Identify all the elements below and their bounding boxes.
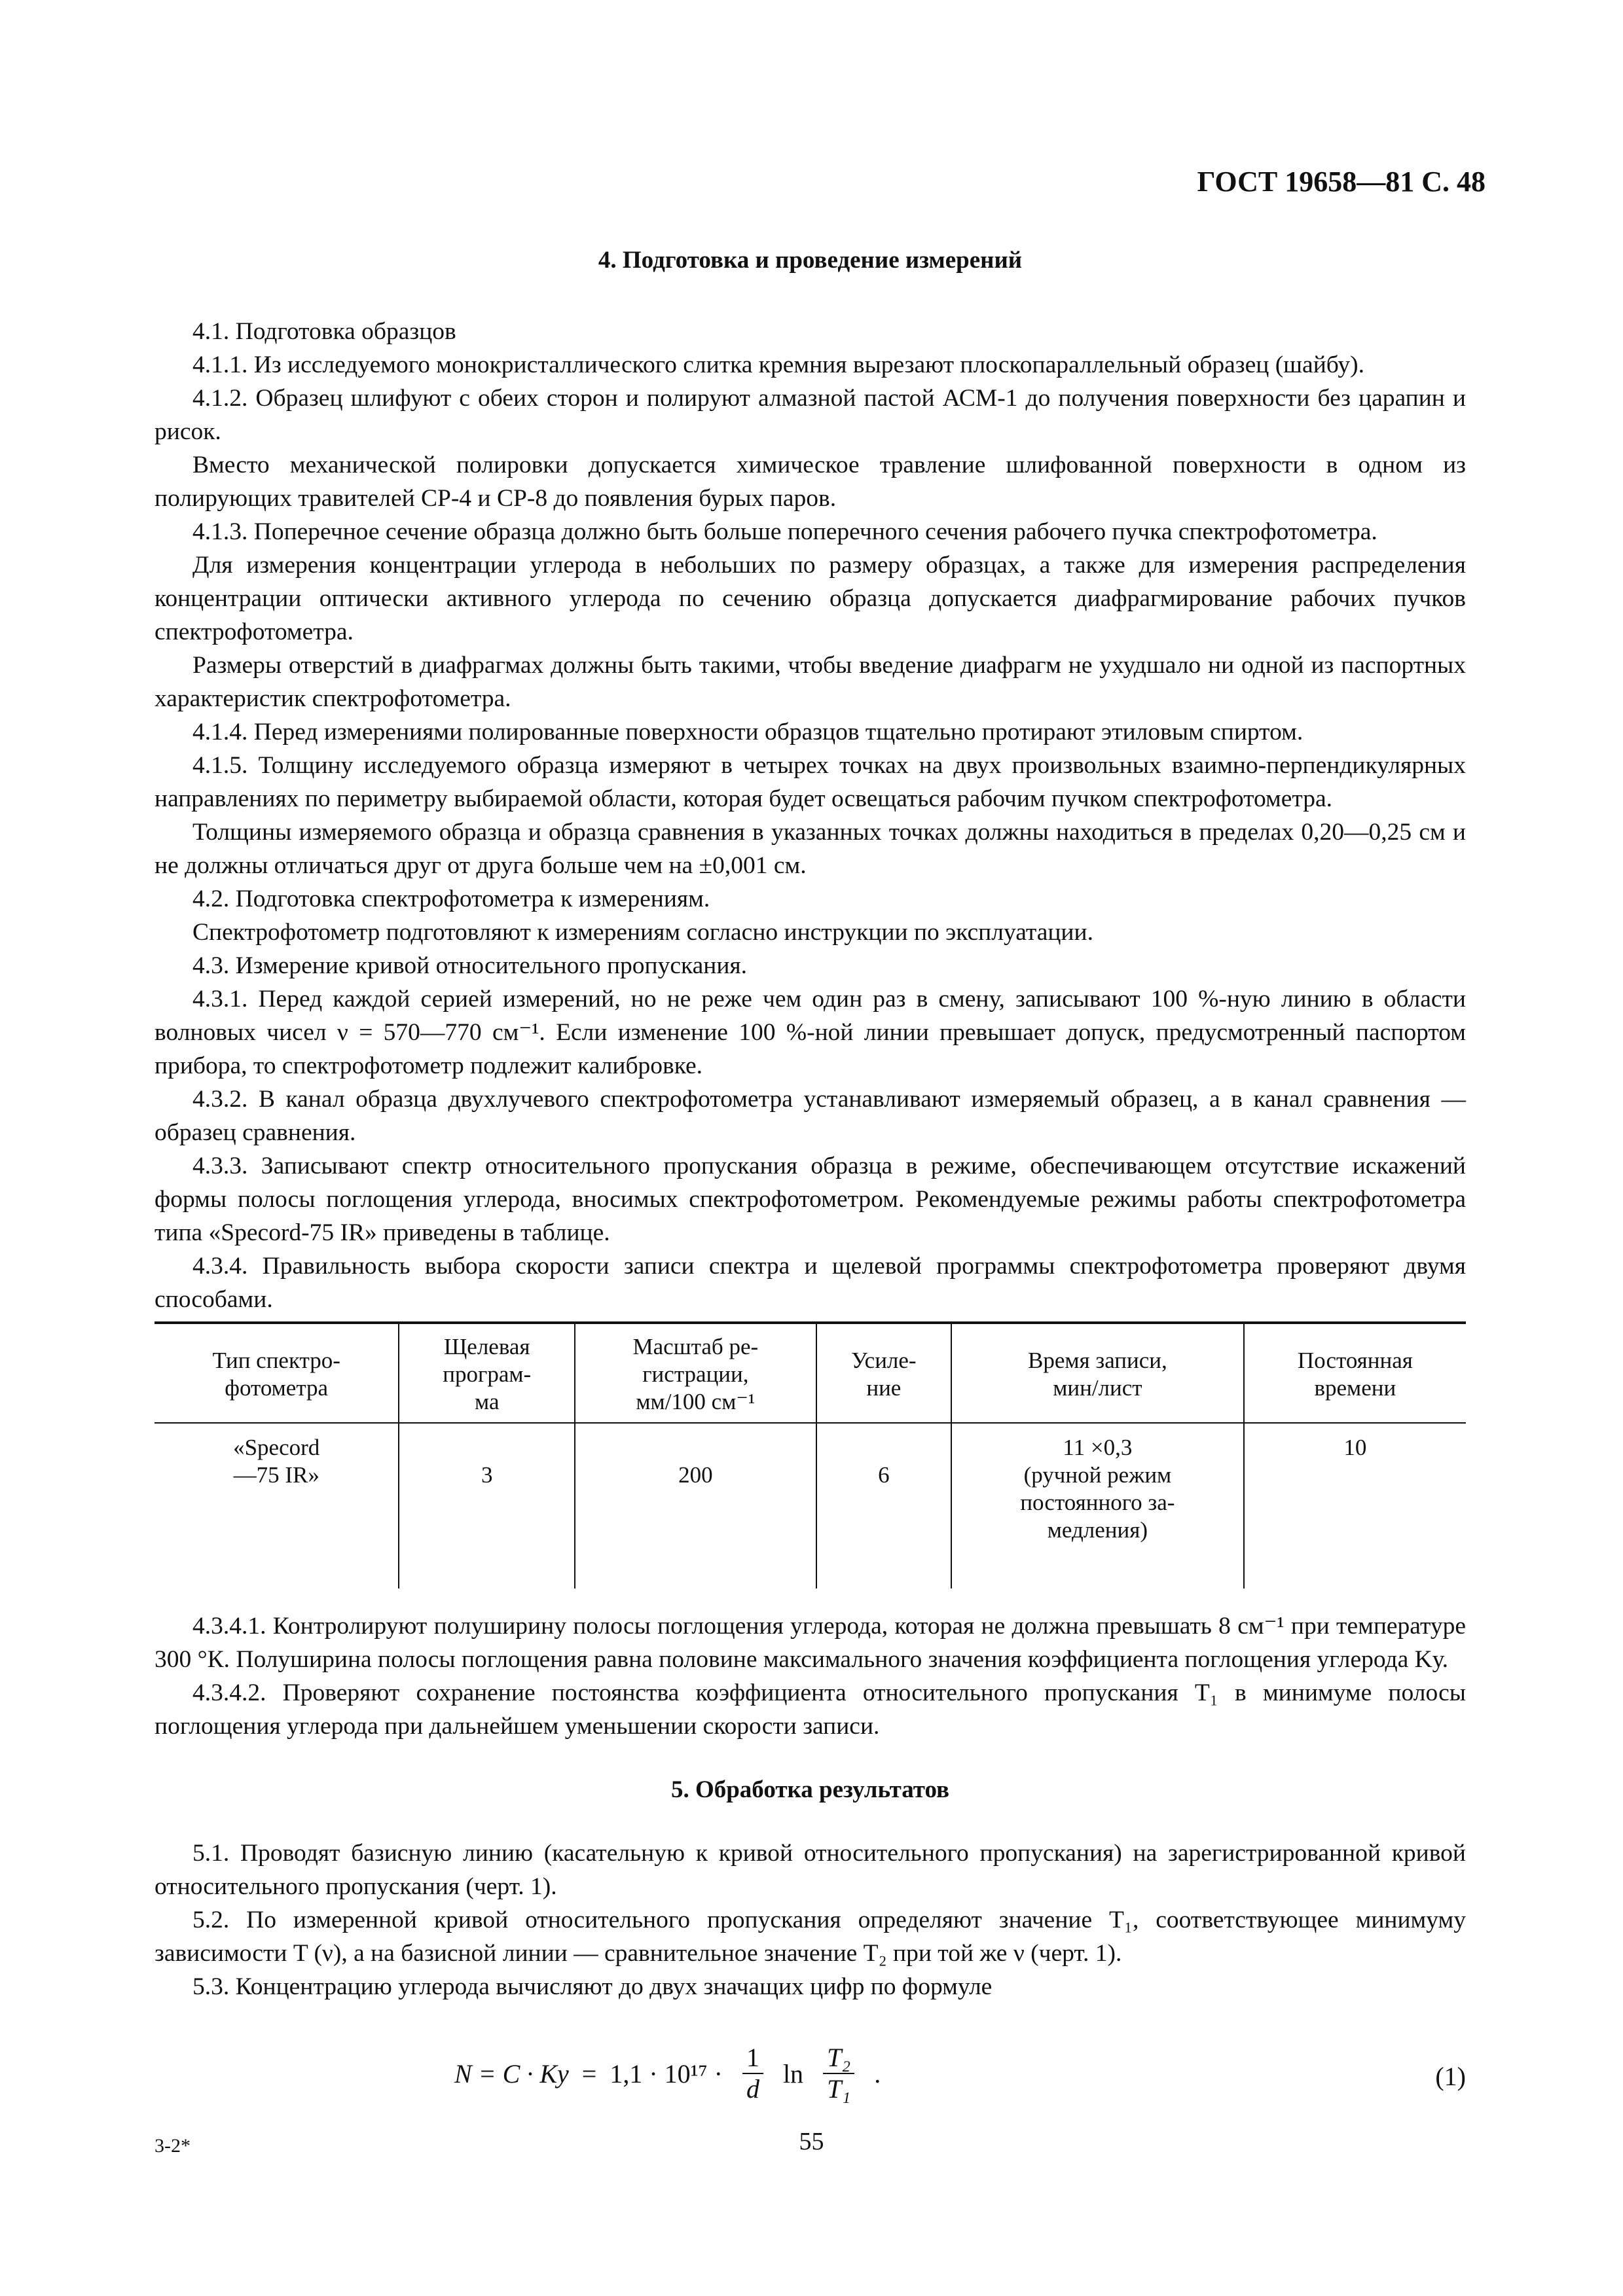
paragraph: 4.3.3. Записывают спектр относительного пропускания образца в режиме, обеспечивающем отсутствие искажений формы полосы поглощения углерода, вносимых спектрофотометром. Рекомендуемые режимы работы спектрофотометра типа «Specord-75 IR» приведены в таблице. <box>155 1153 1466 1246</box>
formula-coefficient: 1,1 · 10¹⁷ · <box>610 2058 723 2089</box>
paragraph: Толщины измеряемого образца и образца сравнения в указанных точках должны находиться в пределах 0,20—0,25 см и не должны отличаться друг от друга больше чем на ±0,001 см. <box>155 819 1466 879</box>
paragraph: 4.2. Подготовка спектрофотометра к измерениям. <box>192 886 710 912</box>
paragraph: 4.1.2. Образец шлифуют с обеих сторон и полируют алмазной пастой АСМ-1 до получения поверхности без царапин и рисок. <box>155 385 1466 445</box>
paragraph: 4.1.5. Толщину исследуемого образца измеряют в четырех точках на двух произвольных взаимно-перпендикулярных направлениях по периметру выбираемой области, которая будет освещаться рабочим пучком спектрофотометра. <box>155 752 1466 812</box>
spectrophotometer-modes-table <box>155 1321 1466 1588</box>
equation-number: (1) <box>1435 2062 1466 2091</box>
after-table-body <box>155 1609 1466 1743</box>
table-header-cell: Постоянная времени <box>1244 1323 1466 1423</box>
section-5-title: 5. Обработка результатов <box>670 1776 950 1803</box>
section-4-body <box>155 315 1466 1316</box>
paragraph: Спектрофотометр подготовляют к измерениям согласно инструкции по эксплуатации. <box>192 919 1093 946</box>
formula-fraction-t2-over-t1 <box>816 2043 861 2104</box>
paragraph: 4.3.4.1. Контролируют полуширину полосы поглощения углерода, которая не должна превышать 8 см⁻¹ при температуре 300 °К. Полуширина полосы поглощения равна половине максимального значения коэффициента поглощения углерода Kу. <box>155 1613 1466 1673</box>
section-4-title: 4. Подготовка и проведение измерений <box>598 247 1023 274</box>
paragraph: 4.1.1. Из исследуемого монокристаллического слитка кремния вырезают плоскопараллельный образец (шайбу). <box>192 351 1365 378</box>
paragraph: 4.3.1. Перед каждой серией измерений, но не реже чем один раз в смену, записывают 100 %-ную линию в области волновых чисел ν = 570—770 см⁻¹. Если изменение 100 %-ной линии превышает допуск, предусмотренный паспортом прибора, то спектрофотометр подлежит калибровке. <box>155 986 1466 1079</box>
table-cell: 11 ×0,3 (ручной режим постоянного за- медления) <box>951 1423 1244 1588</box>
paragraph: Размеры отверстий в диафрагмах должны быть такими, чтобы введение диафрагм не ухудшало ни одной из паспортных характеристик спектрофотометра. <box>155 652 1466 712</box>
table-header-cell: Время записи, мин/лист <box>951 1323 1244 1423</box>
document-body <box>155 243 1466 2128</box>
table-cell: «Specord —75 IR» <box>155 1423 399 1588</box>
table-header-cell: Тип спектро- фотометра <box>155 1323 399 1423</box>
table-header-cell: Усиле- ние <box>816 1323 952 1423</box>
paragraph: 4.3.4.2. Проверяют сохранение постоянства коэффициента относительного пропускания T₁ в минимуме полосы поглощения углерода при дальнейшем уменьшении скорости записи. <box>155 1679 1466 1740</box>
paragraph: Для измерения концентрации углерода в небольших по размеру образцах, а также для измерения распределения концентрации оптически активного углерода по сечению образца допускается диафрагмирование рабочих пучков спектрофотометра. <box>155 552 1466 645</box>
formula-ln: ln <box>782 2058 804 2089</box>
paragraph: 4.1.3. Поперечное сечение образца должно быть больше поперечного сечения рабочего пучка спектрофотометра. <box>192 518 1377 545</box>
formula-fraction-1-over-d <box>736 2043 770 2104</box>
formula-equals: = <box>581 2058 597 2089</box>
formula-end: . <box>874 2058 881 2089</box>
paragraph: 4.1. Подготовка образцов <box>192 318 456 345</box>
fraction-denominator: T₁ <box>827 2074 851 2104</box>
paragraph: 4.3.2. В канал образца двухлучевого спектрофотометра устанавливают измеряемый образец, а в канал сравнения — образец сравнения. <box>155 1086 1466 1146</box>
table-header-row <box>155 1323 1466 1423</box>
fraction-numerator: 1 <box>742 2043 763 2074</box>
table-cell: 6 <box>816 1423 952 1588</box>
paragraph: 4.3. Измерение кривой относительного пропускания. <box>192 952 748 979</box>
paragraph: 5.1. Проводят базисную линию (касательную к кривой относительного пропускания) на зарегистрированной кривой относительного пропускания (черт. 1). <box>155 1840 1466 1900</box>
formula-block <box>155 2030 1466 2128</box>
section-5-body <box>155 1837 1466 2003</box>
carbon-concentration-formula <box>448 2043 887 2104</box>
page-number: 55 <box>799 2128 824 2155</box>
formula-lhs: N = C · Kу <box>454 2058 569 2089</box>
footer-mark: 3-2* <box>155 2135 191 2157</box>
table-cell: 10 <box>1244 1423 1466 1588</box>
table-cell: 3 <box>399 1423 575 1588</box>
document-header: ГОСТ 19658—81 С. 48 <box>1197 166 1486 198</box>
paragraph: 4.3.4. Правильность выбора скорости записи спектра и щелевой программы спектрофотометра проверяют двумя способами. <box>155 1253 1466 1313</box>
table-row <box>155 1423 1466 1588</box>
table-header-cell: Масштаб ре- гистрации, мм/100 см⁻¹ <box>575 1323 816 1423</box>
fraction-denominator: d <box>746 2074 759 2104</box>
paragraph: 4.1.4. Перед измерениями полированные поверхности образцов тщательно протирают этиловым спиртом. <box>192 719 1304 745</box>
fraction-numerator: T₂ <box>823 2043 854 2074</box>
paragraph: 5.2. По измеренной кривой относительного пропускания определяют значение T₁, соответствующее минимуму зависимости T (ν), а на базисной линии — сравнительное значение T₂ при той же ν (черт. 1). <box>155 1907 1466 1967</box>
table-header-cell: Щелевая програм- ма <box>399 1323 575 1423</box>
table-cell: 200 <box>575 1423 816 1588</box>
paragraph: Вместо механической полировки допускается химическое травление шлифованной поверхности в одном из полирующих травителей СР-4 и СР-8 до появления бурых паров. <box>155 452 1466 512</box>
paragraph: 5.3. Концентрацию углерода вычисляют до двух значащих цифр по формуле <box>192 1973 993 2000</box>
